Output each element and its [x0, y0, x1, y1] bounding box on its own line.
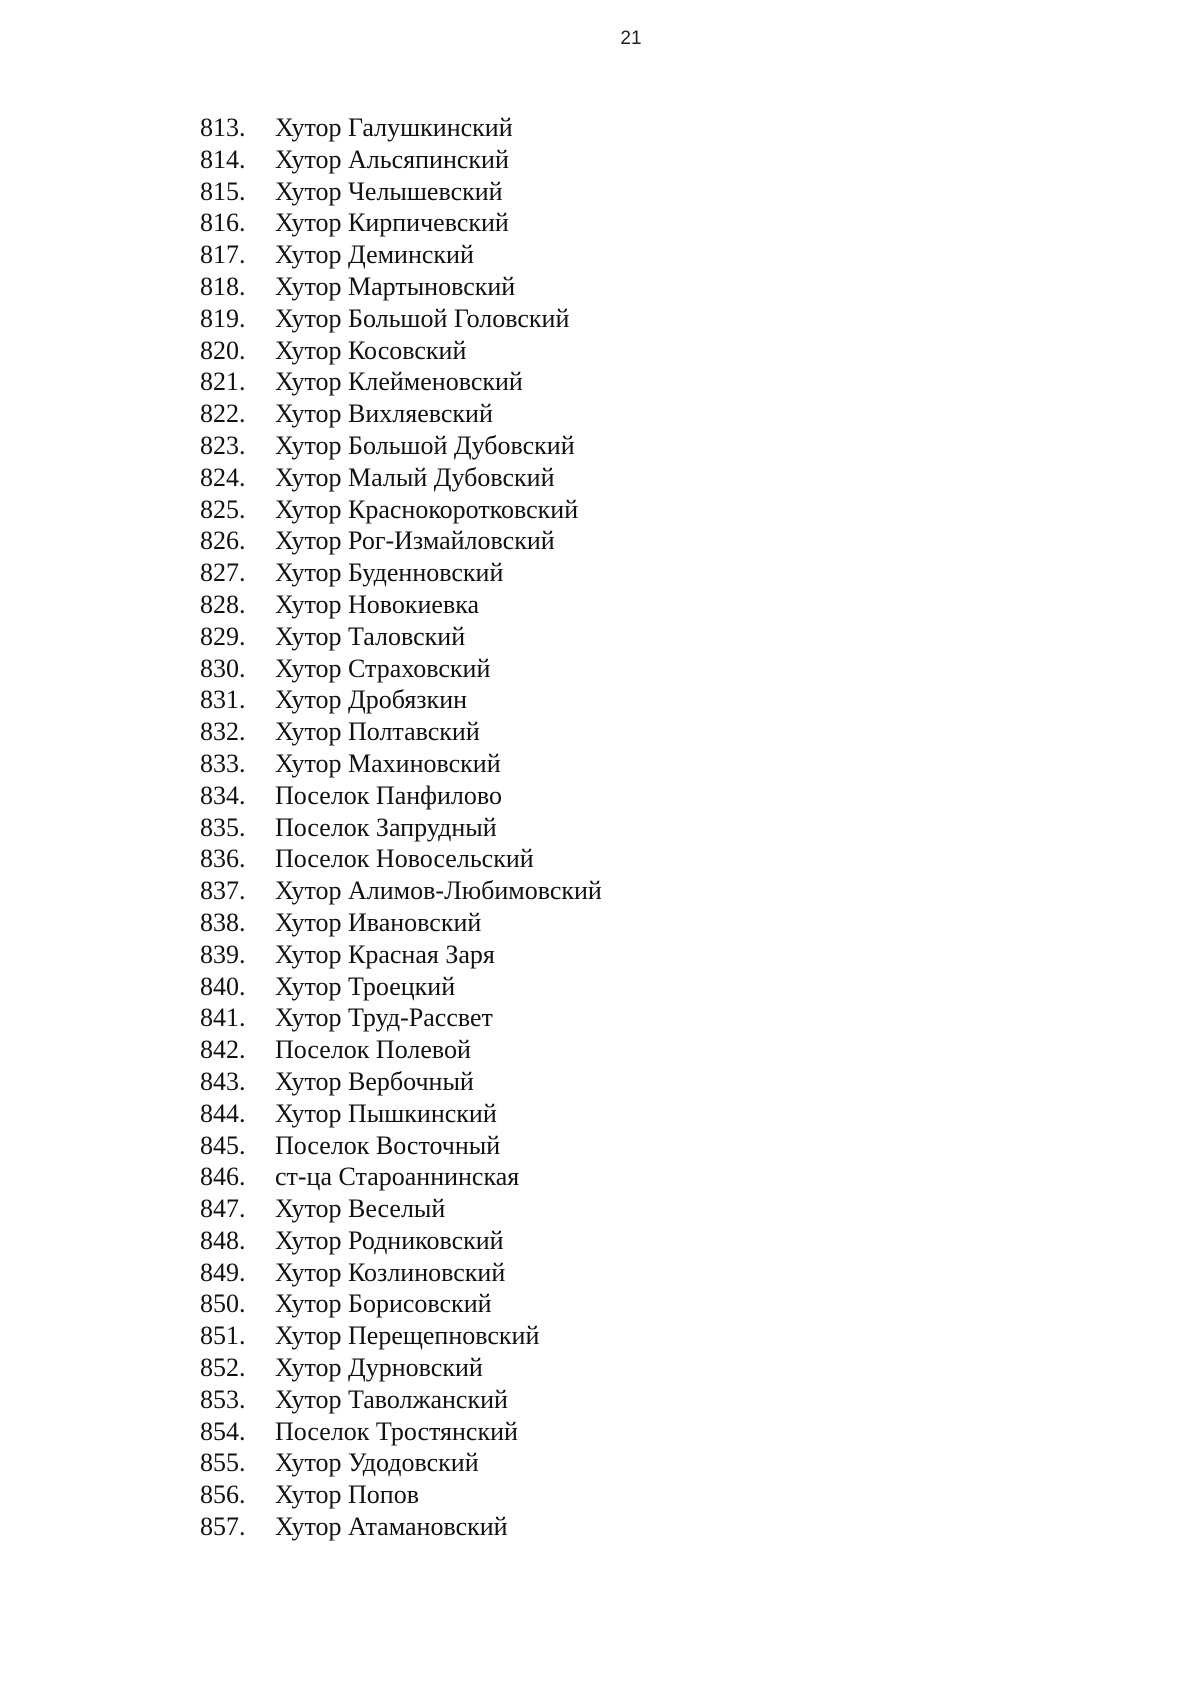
list-item [200, 112, 602, 144]
list-item [200, 621, 602, 653]
item-name: Хутор Веселый [275, 1194, 446, 1224]
list-item [200, 1288, 602, 1320]
list-item [200, 1161, 602, 1193]
item-number: 836. [200, 844, 246, 874]
list-item [200, 303, 602, 335]
item-name: Поселок Новосельский [275, 844, 534, 874]
item-name: Хутор Кирпичевский [275, 208, 509, 238]
item-name: Хутор Борисовский [275, 1289, 492, 1319]
list-item [200, 684, 602, 716]
list-item [200, 1130, 602, 1162]
item-name: Хутор Атамановский [275, 1512, 508, 1542]
list-item [200, 1320, 602, 1352]
item-number: 855. [200, 1448, 246, 1478]
list-item [200, 875, 602, 907]
item-number: 848. [200, 1225, 246, 1255]
item-name: Хутор Родниковский [275, 1225, 504, 1255]
item-name: Хутор Вихляевский [275, 399, 493, 429]
item-name: Хутор Алимов-Любимовский [275, 876, 602, 906]
list-item [200, 748, 602, 780]
item-number: 815. [200, 176, 246, 206]
item-number: 850. [200, 1289, 246, 1319]
item-number: 843. [200, 1066, 246, 1096]
item-number: 820. [200, 335, 246, 365]
item-name: Хутор Перещепновский [275, 1321, 540, 1351]
list-item [200, 494, 602, 526]
list-item [200, 1352, 602, 1384]
item-number: 839. [200, 939, 246, 969]
list-item [200, 462, 602, 494]
item-name: Поселок Запрудный [275, 812, 497, 842]
item-name: Хутор Челышевский [275, 176, 503, 206]
item-number: 827. [200, 558, 246, 588]
list-item [200, 716, 602, 748]
item-number: 838. [200, 907, 246, 937]
item-name: Хутор Дурновский [275, 1353, 483, 1383]
item-name: Хутор Попов [275, 1480, 419, 1510]
item-name: Хутор Страховский [275, 653, 491, 683]
item-name: Хутор Альсяпинский [275, 144, 509, 174]
item-number: 819. [200, 303, 246, 333]
list-item [200, 1416, 602, 1448]
item-number: 840. [200, 971, 246, 1001]
item-number: 834. [200, 780, 246, 810]
list-item [200, 430, 602, 462]
item-name: Поселок Панфилово [275, 780, 502, 810]
item-name: Хутор Махиновский [275, 748, 501, 778]
item-name: Хутор Мартыновский [275, 271, 516, 301]
list-item [200, 939, 602, 971]
item-name: Хутор Новокиевка [275, 589, 480, 619]
list-item [200, 1225, 602, 1257]
item-name: Хутор Краснокоротковский [275, 494, 579, 524]
item-number: 814. [200, 144, 246, 174]
list-item [200, 239, 602, 271]
item-name: Хутор Клейменовский [275, 367, 523, 397]
item-name: Хутор Таволжанский [275, 1384, 508, 1414]
item-name: Хутор Малый Дубовский [275, 462, 555, 492]
item-number: 829. [200, 621, 246, 651]
item-number: 842. [200, 1035, 246, 1065]
item-name: Хутор Полтавский [275, 717, 480, 747]
item-number: 847. [200, 1194, 246, 1224]
item-number: 857. [200, 1512, 246, 1542]
settlement-list [200, 112, 602, 1543]
item-name: Хутор Деминский [275, 240, 474, 270]
item-number: 851. [200, 1321, 246, 1351]
item-number: 828. [200, 589, 246, 619]
list-item [200, 525, 602, 557]
item-number: 854. [200, 1416, 246, 1446]
item-number: 824. [200, 462, 246, 492]
item-number: 830. [200, 653, 246, 683]
item-name: Хутор Рог-Измайловский [275, 526, 555, 556]
list-item [200, 557, 602, 589]
item-number: 845. [200, 1130, 246, 1160]
item-name: Хутор Галушкинский [275, 113, 513, 142]
item-number: 852. [200, 1353, 246, 1383]
list-item [200, 1098, 602, 1130]
item-number: 826. [200, 526, 246, 556]
item-number: 822. [200, 399, 246, 429]
item-number: 813. [200, 113, 246, 142]
list-item [200, 1511, 602, 1543]
item-name: Хутор Таловский [275, 621, 466, 651]
item-name: Хутор Большой Головский [275, 303, 570, 333]
item-number: 841. [200, 1003, 246, 1033]
item-name: ст-ца Староаннинская [275, 1162, 520, 1192]
list-item [200, 398, 602, 430]
list-item [200, 1002, 602, 1034]
list-item [200, 907, 602, 939]
item-number: 837. [200, 876, 246, 906]
list-item [200, 589, 602, 621]
item-name: Хутор Дробязкин [275, 685, 468, 715]
item-name: Хутор Пышкинский [275, 1098, 497, 1128]
list-item [200, 1257, 602, 1289]
item-number: 835. [200, 812, 246, 842]
item-name: Поселок Полевой [275, 1035, 471, 1065]
item-name: Поселок Тростянский [275, 1416, 518, 1446]
list-item [200, 843, 602, 875]
list-item [200, 176, 602, 208]
item-name: Хутор Козлиновский [275, 1257, 506, 1287]
list-item [200, 366, 602, 398]
page-number: 21 [620, 28, 642, 49]
item-number: 817. [200, 240, 246, 270]
item-number: 846. [200, 1162, 246, 1192]
list-item [200, 1384, 602, 1416]
list-item [200, 971, 602, 1003]
item-number: 825. [200, 494, 246, 524]
item-name: Хутор Удодовский [275, 1448, 479, 1478]
item-name: Поселок Восточный [275, 1130, 501, 1160]
list-item [200, 1034, 602, 1066]
item-number: 818. [200, 271, 246, 301]
item-number: 823. [200, 430, 246, 460]
list-item [200, 812, 602, 844]
item-number: 856. [200, 1480, 246, 1510]
list-item [200, 1479, 602, 1511]
list-item [200, 144, 602, 176]
item-name: Хутор Косовский [275, 335, 467, 365]
item-name: Хутор Буденновский [275, 558, 504, 588]
list-item [200, 271, 602, 303]
item-name: Хутор Труд-Рассвет [275, 1003, 493, 1033]
item-number: 832. [200, 717, 246, 747]
list-item [200, 1193, 602, 1225]
item-number: 853. [200, 1384, 246, 1414]
item-name: Хутор Троецкий [275, 971, 456, 1001]
list-item [200, 1447, 602, 1479]
item-number: 844. [200, 1098, 246, 1128]
item-number: 831. [200, 685, 246, 715]
item-name: Хутор Красная Заря [275, 939, 495, 969]
item-name: Хутор Вербочный [275, 1066, 474, 1096]
list-item [200, 653, 602, 685]
item-number: 816. [200, 208, 246, 238]
item-number: 849. [200, 1257, 246, 1287]
item-number: 821. [200, 367, 246, 397]
item-number: 833. [200, 748, 246, 778]
list-item [200, 780, 602, 812]
item-name: Хутор Ивановский [275, 907, 482, 937]
list-item [200, 1066, 602, 1098]
item-name: Хутор Большой Дубовский [275, 430, 575, 460]
list-item [200, 335, 602, 367]
list-item [200, 207, 602, 239]
